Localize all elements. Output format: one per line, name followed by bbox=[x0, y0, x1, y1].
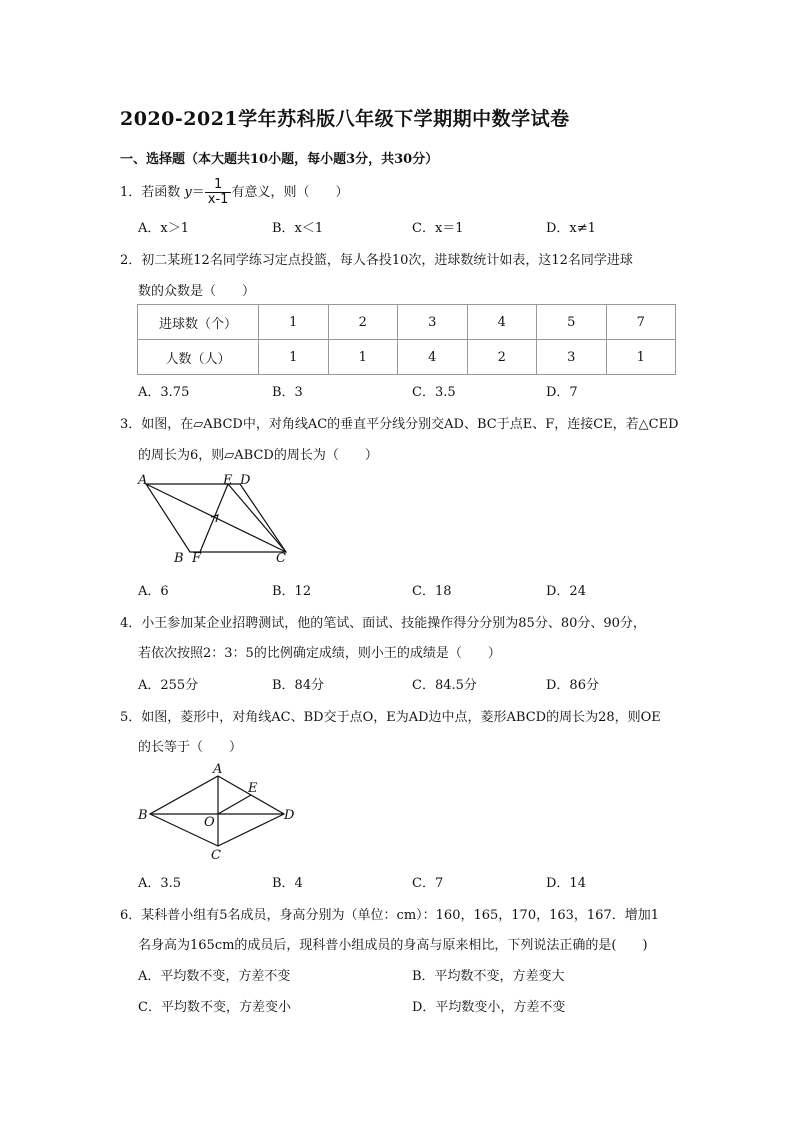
table-row bbox=[138, 340, 676, 375]
q2-line-2: 数的众数是（ ） bbox=[138, 284, 256, 299]
q2-table bbox=[137, 304, 676, 375]
table-cell: 进球数（个） bbox=[138, 305, 259, 340]
label-d: D bbox=[240, 473, 251, 488]
q3-parallelogram-figure bbox=[134, 470, 304, 570]
segment-ce bbox=[228, 484, 286, 552]
q2-option-c: C．3.5 bbox=[412, 385, 456, 400]
segment-oe bbox=[218, 795, 251, 814]
q3-option-d: D．24 bbox=[546, 584, 586, 599]
q1-option-c: C．x＝1 bbox=[412, 221, 464, 236]
q4-line-2: 若依次按照2：3：5的比例确定成绩，则小王的成绩是（ ） bbox=[138, 646, 501, 661]
table-cell: 3 bbox=[398, 305, 468, 340]
q4-line-1: 4．小王参加某企业招聘测试，他的笔试、面试、技能操作得分分别为85分、80分、90分， bbox=[120, 616, 646, 631]
section-heading: 一、选择题（本大题共10小题，每小题3分，共30分） bbox=[120, 152, 439, 167]
q3-line-2: 的周长为6，则▱ABCD的周长为（ ） bbox=[138, 448, 378, 463]
table-cell: 3 bbox=[537, 340, 607, 375]
q5-rhombus-figure bbox=[134, 760, 304, 864]
label-f: F bbox=[192, 551, 202, 566]
q6-option-d: D．平均数变小，方差不变 bbox=[412, 1000, 566, 1015]
q4-option-b: B．84分 bbox=[272, 678, 325, 693]
q2-option-b: B．3 bbox=[272, 385, 303, 400]
rhombus-abcd bbox=[150, 776, 284, 846]
q1-text-post: 有意义，则（ ） bbox=[231, 185, 349, 200]
table-cell: 2 bbox=[328, 305, 398, 340]
page-title: 2020-2021学年苏科版八年级下学期期中数学试卷 bbox=[120, 108, 570, 130]
label-b: B bbox=[138, 808, 148, 823]
q4-option-c: C．84.5分 bbox=[412, 678, 477, 693]
q6-option-b: B．平均数不变，方差变大 bbox=[412, 969, 565, 984]
q1-fraction bbox=[205, 178, 232, 207]
q4-option-d: D．86分 bbox=[546, 678, 599, 693]
q4-option-a: A．255分 bbox=[138, 678, 199, 693]
table-row bbox=[138, 305, 676, 340]
question-1 bbox=[120, 178, 348, 207]
label-a: A bbox=[213, 762, 223, 777]
q1-option-b: B．x＜1 bbox=[272, 221, 324, 236]
label-c: C bbox=[276, 551, 286, 566]
q5-option-a: A．3.5 bbox=[138, 876, 182, 891]
q2-line-1: 2．初二某班12名同学练习定点投篮，每人各投10次，进球数统计如表，这12名同学进球 bbox=[120, 253, 633, 268]
q3-option-b: B．12 bbox=[272, 584, 312, 599]
q1-frac-num: 1 bbox=[205, 178, 232, 193]
table-cell: 1 bbox=[259, 340, 329, 375]
q5-option-d: D．14 bbox=[546, 876, 586, 891]
q1-frac-den: x-1 bbox=[207, 192, 229, 207]
table-cell: 4 bbox=[398, 340, 468, 375]
q6-line-1: 6．某科普小组有5名成员，身高分别为（单位：cm）：160，165，170，163，167．增加1 bbox=[120, 908, 659, 923]
diagonal-ac bbox=[146, 484, 286, 552]
q1-var: y bbox=[184, 185, 192, 200]
label-e: E bbox=[248, 781, 258, 796]
table-cell: 5 bbox=[537, 305, 607, 340]
q1-eq: ＝ bbox=[191, 185, 205, 200]
table-cell: 1 bbox=[328, 340, 398, 375]
label-c: C bbox=[211, 848, 221, 863]
q1-text-pre: 若函数 bbox=[141, 185, 185, 200]
q1-number: 1． bbox=[120, 185, 142, 200]
q3-option-c: C．18 bbox=[412, 584, 452, 599]
label-o: O bbox=[204, 815, 215, 830]
table-cell: 1 bbox=[259, 305, 329, 340]
q2-option-a: A．3.75 bbox=[138, 385, 190, 400]
label-d: D bbox=[284, 808, 295, 823]
q6-line-2: 名身高为165cm的成员后，现科普小组成员的身高与原来相比，下列说法正确的是( ) bbox=[138, 938, 648, 953]
q5-option-b: B．4 bbox=[272, 876, 303, 891]
label-e: E bbox=[223, 473, 233, 488]
table-cell: 人数（人） bbox=[138, 340, 259, 375]
q5-option-c: C．7 bbox=[412, 876, 444, 891]
q5-line-2: 的长等于（ ） bbox=[138, 740, 243, 755]
table-cell: 2 bbox=[467, 340, 537, 375]
q2-option-d: D．7 bbox=[546, 385, 578, 400]
q3-option-a: A．6 bbox=[138, 584, 169, 599]
table-cell: 1 bbox=[606, 340, 676, 375]
q1-option-a: A．x＞1 bbox=[138, 221, 189, 236]
table-cell: 7 bbox=[606, 305, 676, 340]
q1-option-d: D．x≠1 bbox=[546, 221, 596, 236]
label-b: B bbox=[174, 551, 184, 566]
table-cell: 4 bbox=[467, 305, 537, 340]
q3-line-1: 3．如图，在▱ABCD中，对角线AC的垂直平分线分别交AD、BC于点E、F，连接CE，若△CED bbox=[120, 417, 679, 432]
q6-option-c: C．平均数不变，方差变小 bbox=[138, 1000, 291, 1015]
label-a: A bbox=[138, 473, 148, 488]
perpendicular-bisector-ef bbox=[200, 484, 228, 552]
q6-option-a: A．平均数不变，方差不变 bbox=[138, 969, 291, 984]
q5-line-1: 5．如图，菱形中，对角线AC、BD交于点O，E为AD边中点，菱形ABCD的周长为28，则OE bbox=[120, 710, 661, 725]
